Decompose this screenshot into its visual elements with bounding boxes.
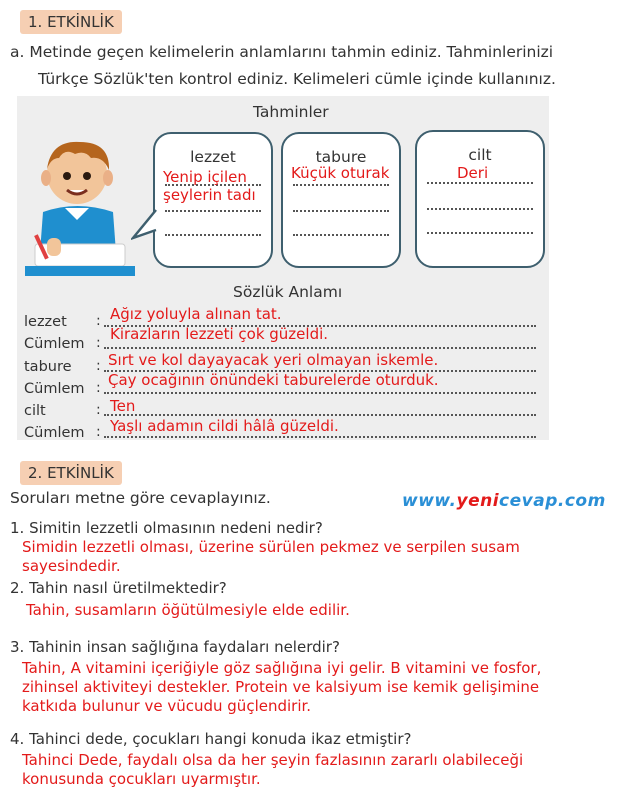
dict-label-lezzet: lezzet	[24, 314, 67, 330]
question-3: 3. Tahinin insan sağlığına faydaları nelerdir?	[10, 638, 340, 656]
dict-answer-cumlem-3: Yaşlı adamın cildi hâlâ güzeldi.	[110, 417, 339, 435]
instruction-line2: Türkçe Sözlük'ten kontrol ediniz. Kelimeleri cümle içinde kullanınız.	[38, 70, 556, 88]
guess-cilt-line1: Deri	[457, 164, 489, 182]
guess-tabure-line1: Küçük oturak	[291, 164, 390, 182]
answer-3-line2: zihinsel aktiviteyi destekler. Protein ve kalsiyum ise kemik gelişimine	[22, 678, 540, 696]
guesses-title: Tahminler	[253, 103, 329, 121]
dict-label-cumlem-3: Cümlem	[24, 425, 85, 441]
guess-lezzet-line2: şeylerin tadı	[163, 186, 256, 204]
word-cilt: cilt	[468, 146, 492, 164]
guess-bubble-cilt	[415, 130, 545, 268]
guess-bubble-tabure	[281, 132, 401, 268]
guess-lezzet-line1: Yenip içilen	[163, 168, 247, 186]
yenicevap-logo: www.yenicevap.com	[402, 491, 606, 511]
dict-answer-cilt: Ten	[110, 397, 136, 415]
question-2: 2. Tahin nasıl üretilmektedir?	[10, 579, 227, 597]
question-1: 1. Simitin lezzetli olmasının nedeni nedir?	[10, 519, 323, 537]
answer-4-line2: konusunda çocukları uyarmıştır.	[22, 770, 261, 788]
dict-label-cumlem-1: Cümlem	[24, 336, 85, 352]
word-tabure: tabure	[315, 148, 367, 166]
dict-label-cumlem-2: Cümlem	[24, 381, 85, 397]
dict-label-cilt: cilt	[24, 403, 46, 419]
dict-label-tabure: tabure	[24, 359, 72, 375]
answer-1-line2: sayesindedir.	[22, 557, 121, 575]
answer-4-line1: Tahinci Dede, faydalı olsa da her şeyin fazlasının zararlı olabileceği	[22, 751, 524, 769]
answer-1-line1: Simidin lezzetli olması, üzerine sürülen pekmez ve serpilen susam	[22, 538, 520, 556]
instruction-line1: a. Metinde geçen kelimelerin anlamlarını tahmin ediniz. Tahminlerinizi	[10, 43, 554, 61]
dictionary-title: Sözlük Anlamı	[233, 283, 343, 301]
answer-3-line1: Tahin, A vitamini içeriğiyle göz sağlığına iyi gelir. B vitamini ve fosfor,	[22, 659, 542, 677]
dict-answer-cumlem-1: Kirazların lezzeti çok güzeldi.	[110, 325, 329, 343]
activity2-title: 2. ETKİNLİK	[20, 461, 122, 485]
bubble-tail	[131, 208, 161, 248]
dict-answer-tabure: Sırt ve kol dayayacak yeri olmayan iskemle.	[108, 351, 439, 369]
boy-reading-illustration	[25, 134, 135, 284]
answer-2-line1: Tahin, susamların öğütülmesiyle elde edilir.	[26, 601, 350, 619]
word-lezzet: lezzet	[190, 148, 236, 166]
activity1-title: 1. ETKİNLİK	[20, 10, 122, 34]
answer-3-line3: katkıda bulunur ve vücudu güçlendirir.	[22, 697, 312, 715]
dict-answer-lezzet: Ağız yoluyla alınan tat.	[110, 305, 282, 323]
question-4: 4. Tahinci dede, çocukları hangi konuda ikaz etmiştir?	[10, 730, 412, 748]
activity2-instruction: Soruları metne göre cevaplayınız.	[10, 489, 271, 507]
guess-bubble-lezzet	[153, 132, 273, 268]
dict-answer-cumlem-2: Çay ocağının önündeki taburelerde oturduk.	[108, 371, 439, 389]
